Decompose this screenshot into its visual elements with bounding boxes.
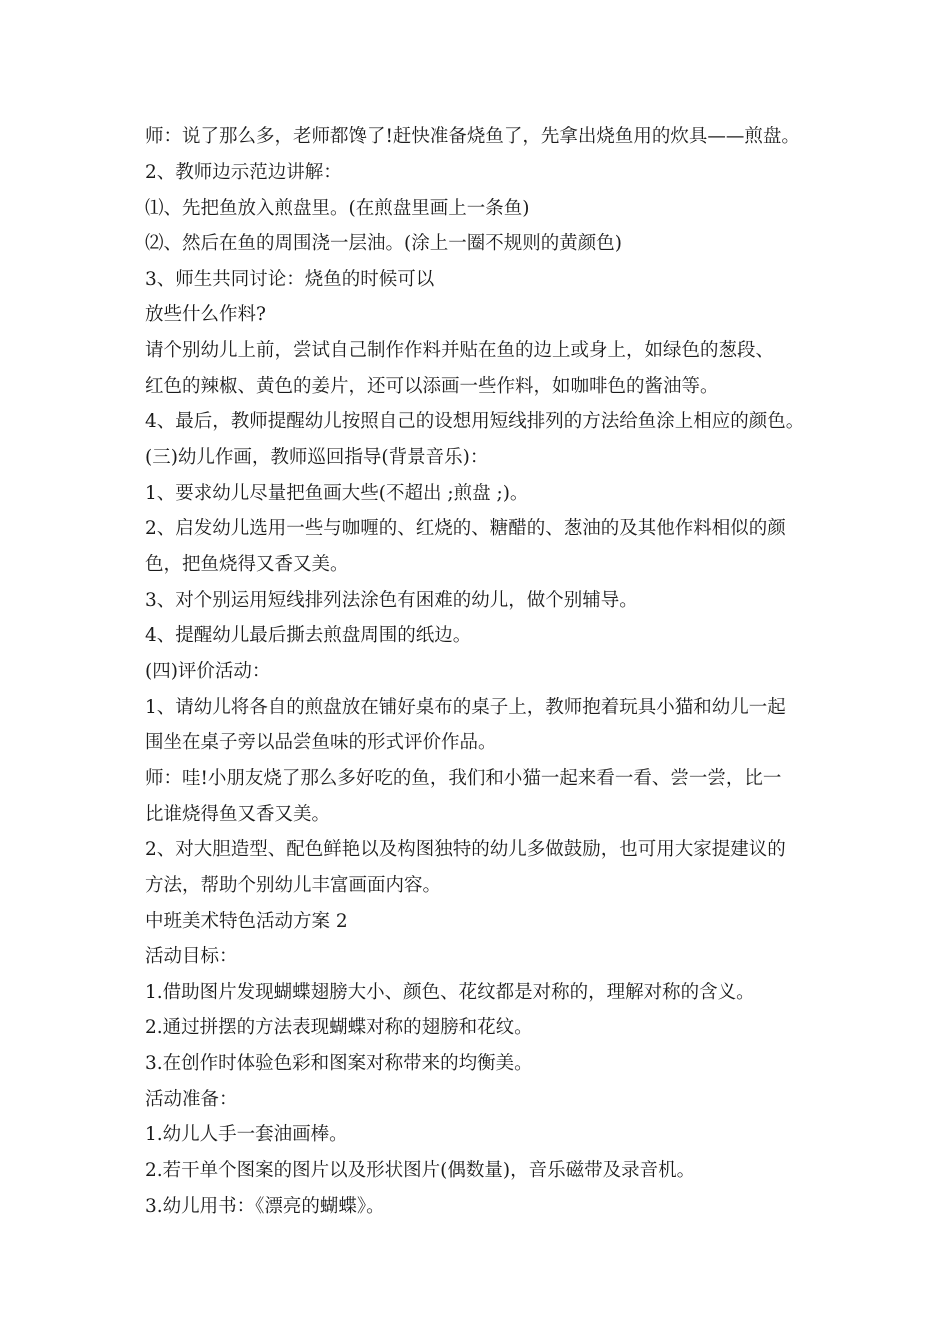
- text-line: 3.幼儿用书：《漂亮的蝴蝶》。: [145, 1196, 385, 1217]
- text-line: 1、请幼儿将各自的煎盘放在铺好桌布的桌子上，教师抱着玩具小猫和幼儿一起: [145, 697, 786, 718]
- text-line: 红色的辣椒、黄色的姜片，还可以添画一些作料，如咖啡色的酱油等。: [145, 376, 719, 397]
- text-line: 比谁烧得鱼又香又美。: [145, 804, 331, 825]
- text-line: ⑵、然后在鱼的周围浇一层油。(涂上一圈不规则的黄颜色): [145, 233, 622, 254]
- text-line: 2.若干单个图案的图片以及形状图片(偶数量)，音乐磁带及录音机。: [145, 1160, 696, 1181]
- section-heading: 中班美术特色活动方案 2: [145, 911, 348, 932]
- text-line: 方法，帮助个别幼儿丰富画面内容。: [145, 875, 442, 896]
- text-line: 3、对个别运用短线排列法涂色有困难的幼儿，做个别辅导。: [145, 590, 638, 611]
- text-line: 放些什么作料?: [145, 304, 266, 325]
- text-line: 3、师生共同讨论：烧鱼的时候可以: [145, 269, 435, 290]
- text-line: (三)幼儿作画，教师巡回指导(背景音乐)：: [145, 447, 489, 468]
- text-line: 3.在创作时体验色彩和图案对称带来的均衡美。: [145, 1053, 533, 1074]
- text-line: (四)评价活动：: [145, 661, 271, 682]
- text-line: 2、教师边示范边讲解：: [145, 162, 342, 183]
- text-line: 1、要求幼儿尽量把鱼画大些(不超出 ;煎盘 ;)。: [145, 483, 529, 504]
- text-line: 1.借助图片发现蝴蝶翅膀大小、颜色、花纹都是对称的，理解对称的含义。: [145, 982, 755, 1003]
- text-line: 2.通过拼摆的方法表现蝴蝶对称的翅膀和花纹。: [145, 1017, 533, 1038]
- text-line: 师：哇!小朋友烧了那么多好吃的鱼，我们和小猫一起来看一看、尝一尝，比一: [145, 768, 782, 789]
- text-line: 活动准备：: [145, 1089, 238, 1110]
- text-line: 1.幼儿人手一套油画棒。: [145, 1124, 348, 1145]
- text-line: 师：说了那么多，老师都馋了!赶快准备烧鱼了，先拿出烧鱼用的炊具——煎盘。: [145, 126, 800, 147]
- text-line: 2、对大胆造型、配色鲜艳以及构图独特的幼儿多做鼓励，也可用大家提建议的: [145, 839, 786, 860]
- text-line: 4、提醒幼儿最后撕去煎盘周围的纸边。: [145, 625, 472, 646]
- text-line: 2、启发幼儿选用一些与咖喱的、红烧的、糖醋的、葱油的及其他作料相似的颜: [145, 518, 786, 539]
- text-line: 活动目标：: [145, 946, 238, 967]
- text-line: ⑴、先把鱼放入煎盘里。(在煎盘里画上一条鱼): [145, 198, 530, 219]
- text-line: 色，把鱼烧得又香又美。: [145, 554, 349, 575]
- text-line: 4、最后，教师提醒幼儿按照自己的设想用短线排列的方法给鱼涂上相应的颜色。: [145, 411, 805, 432]
- text-line: 围坐在桌子旁以品尝鱼味的形式评价作品。: [145, 732, 497, 753]
- text-line: 请个别幼儿上前，尝试自己制作作料并贴在鱼的边上或身上，如绿色的葱段、: [145, 340, 775, 361]
